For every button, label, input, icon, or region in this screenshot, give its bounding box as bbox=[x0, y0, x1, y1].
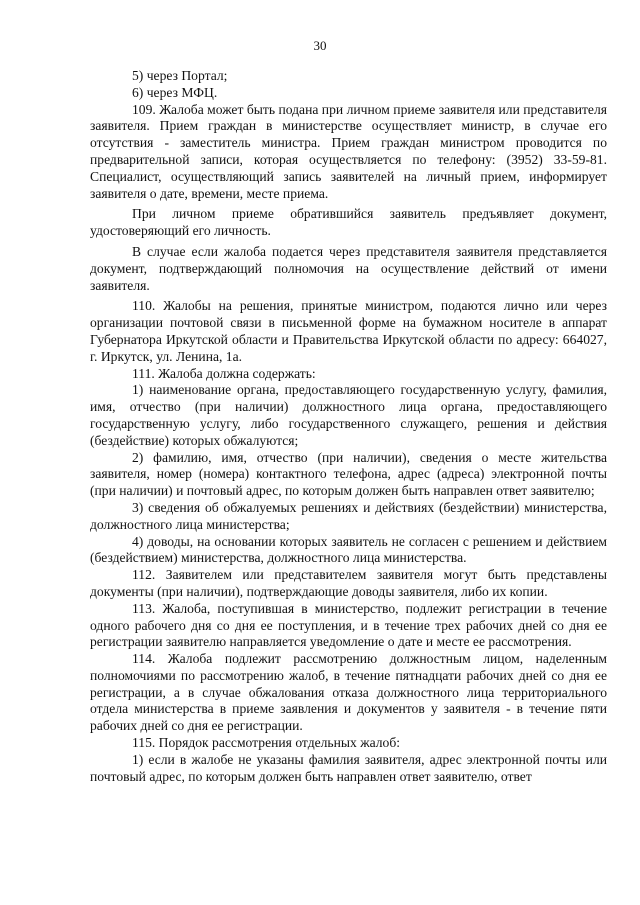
paragraph: 114. Жалоба подлежит рассмотрению должностным лицом, наделенным полномочиями по рассмотрению жалоб, в течение пятнадцати рабочих дней со дня ее регистрации, а в случае обжалования отказа должностного лица территориального отдела министерства в приеме заявления и документов у заявителя - в течение пяти рабочих дней со дня ее регистрации. bbox=[90, 651, 607, 734]
paragraph: 6) через МФЦ. bbox=[132, 84, 218, 100]
paragraph: 109. Жалоба может быть подана при личном приеме заявителя или представителя заявителя. Прием граждан в министерстве осуществляет министр, в случае его отсутствия - заместитель министра. Прием граждан министром проводится по предварительной записи, которая осуществляется по телефону: (3952) 33-59-81. Специалист, осуществляющий запись заявителей на личный прием, информирует заявителя о дате, времени, месте приема. bbox=[90, 101, 607, 201]
paragraph: 1) если в жалобе не указаны фамилия заявителя, адрес электронной почты или почтовый адрес, по которым должен быть направлен ответ заявителю, ответ bbox=[90, 751, 607, 784]
paragraph: 3) сведения об обжалуемых решениях и действиях (бездействии) министерства, должностного лица министерства; bbox=[90, 499, 607, 532]
paragraph: 112. Заявителем или представителем заявителя могут быть представлены документы (при наличии), подтверждающие доводы заявителя, либо их копии. bbox=[90, 567, 607, 599]
paragraph: При личном приеме обратившийся заявитель предъявляет документ, удостоверяющий его личность. bbox=[90, 206, 607, 239]
paragraph: 1) наименование органа, предоставляющего государственную услугу, фамилия, имя, отчество (при наличии) должностного лица органа, предоставляющего государственную услугу, либо государственного служащего, решения и действия (бездействие) которых обжалуются; bbox=[90, 382, 607, 448]
paragraph: 115. Порядок рассмотрения отдельных жалоб: bbox=[132, 735, 401, 751]
paragraph: 111. Жалоба должна содержать: bbox=[132, 365, 316, 381]
paragraph: 110. Жалобы на решения, принятые министром, подаются лично или через организации почтовой связи в письменной форме на бумажном носителе в аппарат Губернатора Иркутской области и Правительства Иркутской области по адресу: 664027, г. Иркутск, ул. Ленина, 1а. bbox=[90, 298, 607, 364]
document-body bbox=[90, 68, 607, 785]
paragraph: 4) доводы, на основании которых заявитель не согласен с решением и действием (бездействием) министерства, должностного лица министерства. bbox=[90, 533, 607, 566]
paragraph: В случае если жалоба подается через представителя заявителя представляется документ, подтверждающий полномочия на осуществление действий от имени заявителя. bbox=[90, 243, 607, 293]
paragraph: 113. Жалоба, поступившая в министерство, подлежит регистрации в течение одного рабочего дня со дня ее поступления, и в течение трех рабочих дней со дня ее регистрации заявителю направляется уведомление о дате и месте ее рассмотрения. bbox=[90, 600, 607, 650]
paragraph: 5) через Портал; bbox=[132, 68, 228, 83]
page-number: 30 bbox=[313, 38, 327, 53]
paragraph: 2) фамилию, имя, отчество (при наличии), сведения о месте жительства заявителя, номер (номера) контактного телефона, адрес (адреса) электронной почты (при наличии) и почтовый адрес, по которым должен быть направлен ответ заявителю; bbox=[90, 449, 607, 499]
